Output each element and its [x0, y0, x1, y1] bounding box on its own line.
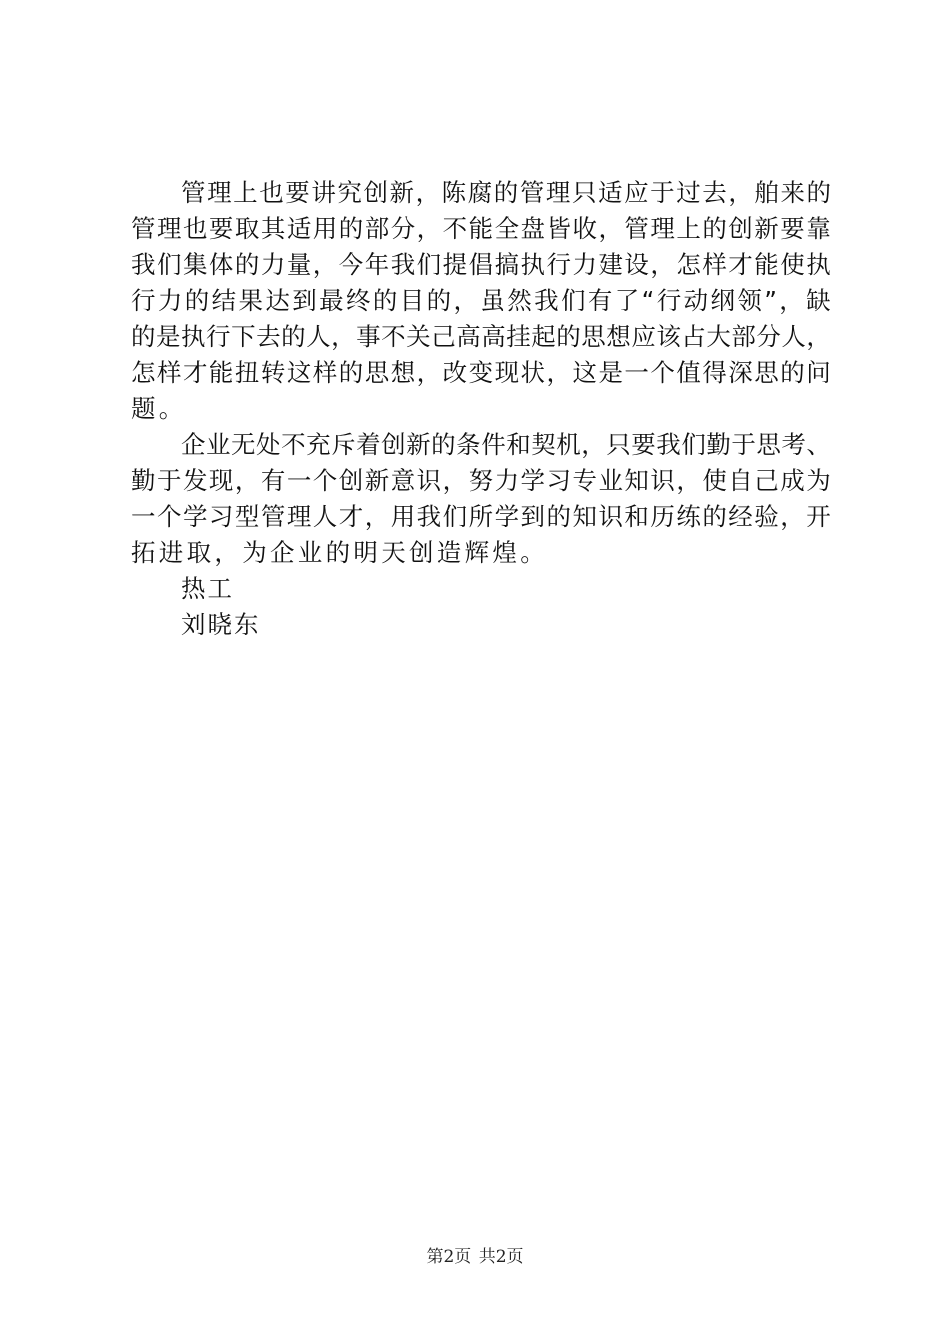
paragraph-line: 管 理 也 要 取 其 适 用 的 部 分 ， 不 能 全 盘 皆 收 ， 管 理 上 的 创 新 要 靠: [131, 214, 831, 243]
department-label: 热工: [181, 574, 234, 603]
paragraph-line: 管 理 上 也 要 讲 究 创 新 ， 陈 腐 的 管 理 只 适 应 于 过 去 ， 舶 来 的: [181, 178, 831, 207]
author-name: 刘晓东: [181, 610, 261, 639]
document-body: [131, 175, 831, 643]
page-number: 第2页: [426, 1247, 472, 1267]
page-total: 共2页: [478, 1247, 524, 1267]
paragraph-line: 题。: [131, 394, 187, 423]
paragraph-line: 一 个 学 习 型 管 理 人 才 ， 用 我 们 所 学 到 的 知 识 和 历 练 的 经 验 ， 开: [131, 502, 831, 531]
paragraph-line: 勤 于 发 现 ， 有 一 个 创 新 意 识 ， 努 力 学 习 专 业 知 识 ， 使 自 己 成 为: [131, 466, 831, 495]
paragraph-line: 行 力 的 结 果 达 到 最 终 的 目 的 ， 虽 然 我 们 有 了 “ 行 动 纲 领 ” ， 缺: [131, 286, 831, 315]
paragraph-line: 的 是 执 行 下 去 的 人 ， 事 不 关 己 高 高 挂 起 的 思 想 应 该 占 大 部 分 人 ，: [131, 322, 831, 351]
paragraph-line: 企 业 无 处 不 充 斥 着 创 新 的 条 件 和 契 机 ， 只 要 我 们 勤 于 思 考 、: [181, 430, 831, 459]
page-footer: [0, 1242, 950, 1267]
paragraph-line: 怎 样 才 能 扭 转 这 样 的 思 想 ， 改 变 现 状 ， 这 是 一 个 值 得 深 思 的 问: [131, 358, 831, 387]
paragraph-line: 拓进取，为企业的明天创造辉煌。: [131, 538, 548, 567]
paragraph-line: 我 们 集 体 的 力 量 ， 今 年 我 们 提 倡 搞 执 行 力 建 设 ， 怎 样 才 能 使 执: [131, 250, 831, 279]
